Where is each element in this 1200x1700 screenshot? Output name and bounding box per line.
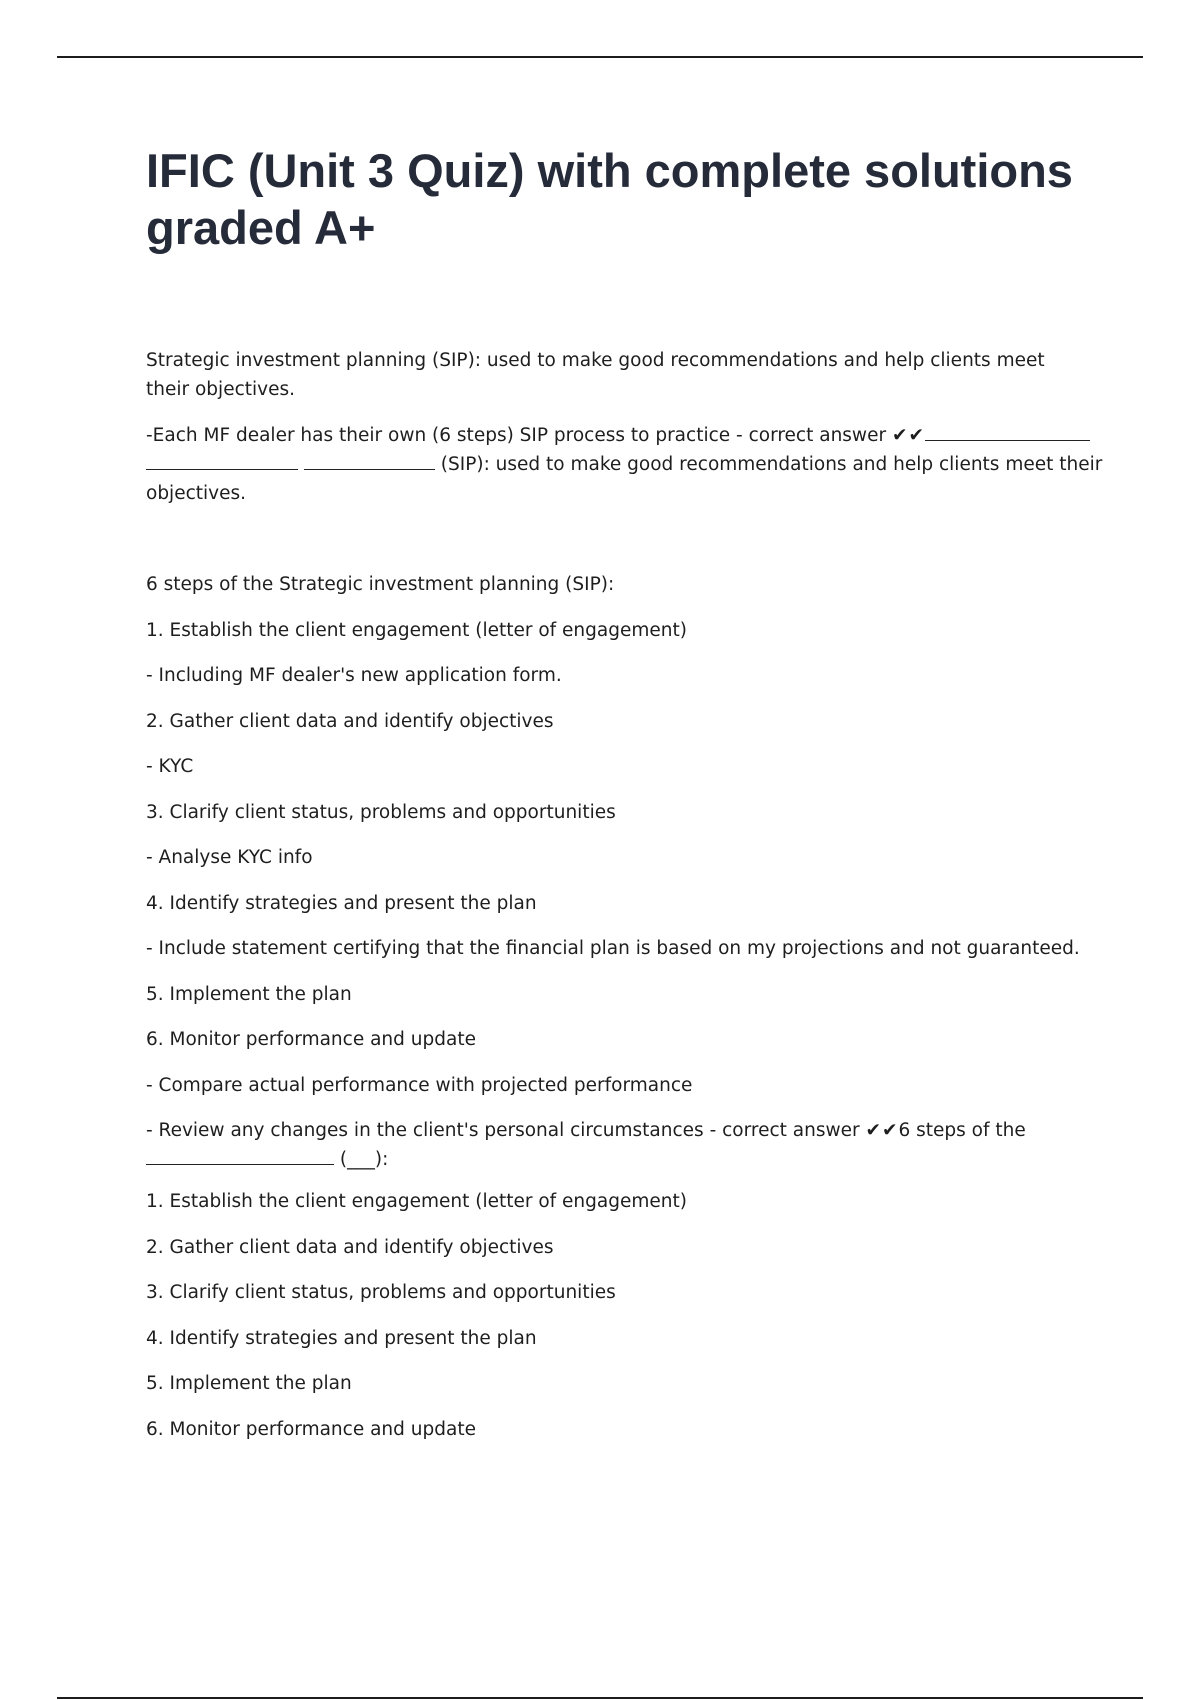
list-item: 3. Clarify client status, problems and opportunities bbox=[146, 1282, 616, 1303]
question-1-suffix: (SIP): used to make good recommendations and help clients meet their bbox=[440, 454, 1103, 475]
question-1-line-1 bbox=[146, 421, 1086, 450]
list-item: - KYC bbox=[146, 756, 194, 777]
list-item: 2. Gather client data and identify objectives bbox=[146, 1236, 554, 1258]
list-item: 5. Implement the plan bbox=[146, 1373, 352, 1394]
question-1-line-3: objectives. bbox=[146, 483, 246, 504]
list-item: 4. Identify strategies and present the plan bbox=[146, 892, 537, 914]
question-1 bbox=[146, 421, 1103, 508]
steps-heading: 6 steps of the Strategic investment planning (SIP): bbox=[146, 574, 615, 595]
list-item: 5. Implement the plan bbox=[146, 983, 352, 1005]
list-item: 1. Establish the client engagement (letter of engagement) bbox=[146, 1191, 687, 1212]
steps-list bbox=[146, 570, 1086, 1460]
list-item: 3. Clarify client status, problems and opportunities bbox=[146, 801, 616, 823]
list-item: - Including MF dealer's new application form. bbox=[146, 665, 562, 686]
bottom-divider bbox=[57, 1697, 1143, 1699]
list-item: - Analyse KYC info bbox=[146, 847, 313, 868]
review-suffix: 6 steps of the bbox=[898, 1120, 1026, 1141]
checkmark-icon: ✔✔ bbox=[891, 425, 925, 446]
answer-blank bbox=[304, 451, 435, 470]
intro-paragraph: Strategic investment planning (SIP): used to make good recommendations and help clients meet their objectives. bbox=[146, 350, 1045, 400]
review-prefix: - Review any changes in the client's personal circumstances - correct answer bbox=[146, 1120, 866, 1141]
list-item: 2. Gather client data and identify objectives bbox=[146, 710, 554, 732]
answer-blank bbox=[146, 451, 298, 470]
blank-suffix: (___): bbox=[339, 1149, 389, 1170]
answer-blank bbox=[146, 1146, 334, 1165]
question-1-prefix: -Each MF dealer has their own (6 steps) SIP process to practice - correct answer bbox=[146, 425, 892, 446]
list-item: - Include statement certifying that the financial plan is based on my projections and not guaranteed. bbox=[146, 938, 1080, 959]
list-item: 4. Identify strategies and present the plan bbox=[146, 1327, 537, 1349]
page-title: IFIC (Unit 3 Quiz) with complete solutions graded A+ bbox=[146, 144, 1073, 254]
question-1-line-2 bbox=[146, 450, 1103, 479]
list-item: 6. Monitor performance and update bbox=[146, 1418, 476, 1440]
review-question bbox=[146, 1116, 1086, 1187]
list-item: 6. Monitor performance and update bbox=[146, 1029, 476, 1050]
answer-blank bbox=[925, 422, 1090, 441]
top-divider bbox=[57, 56, 1143, 58]
list-item: - Compare actual performance with projected performance bbox=[146, 1074, 693, 1096]
list-item: 1. Establish the client engagement (letter of engagement) bbox=[146, 619, 687, 641]
checkmark-icon: ✔✔ bbox=[865, 1120, 899, 1141]
